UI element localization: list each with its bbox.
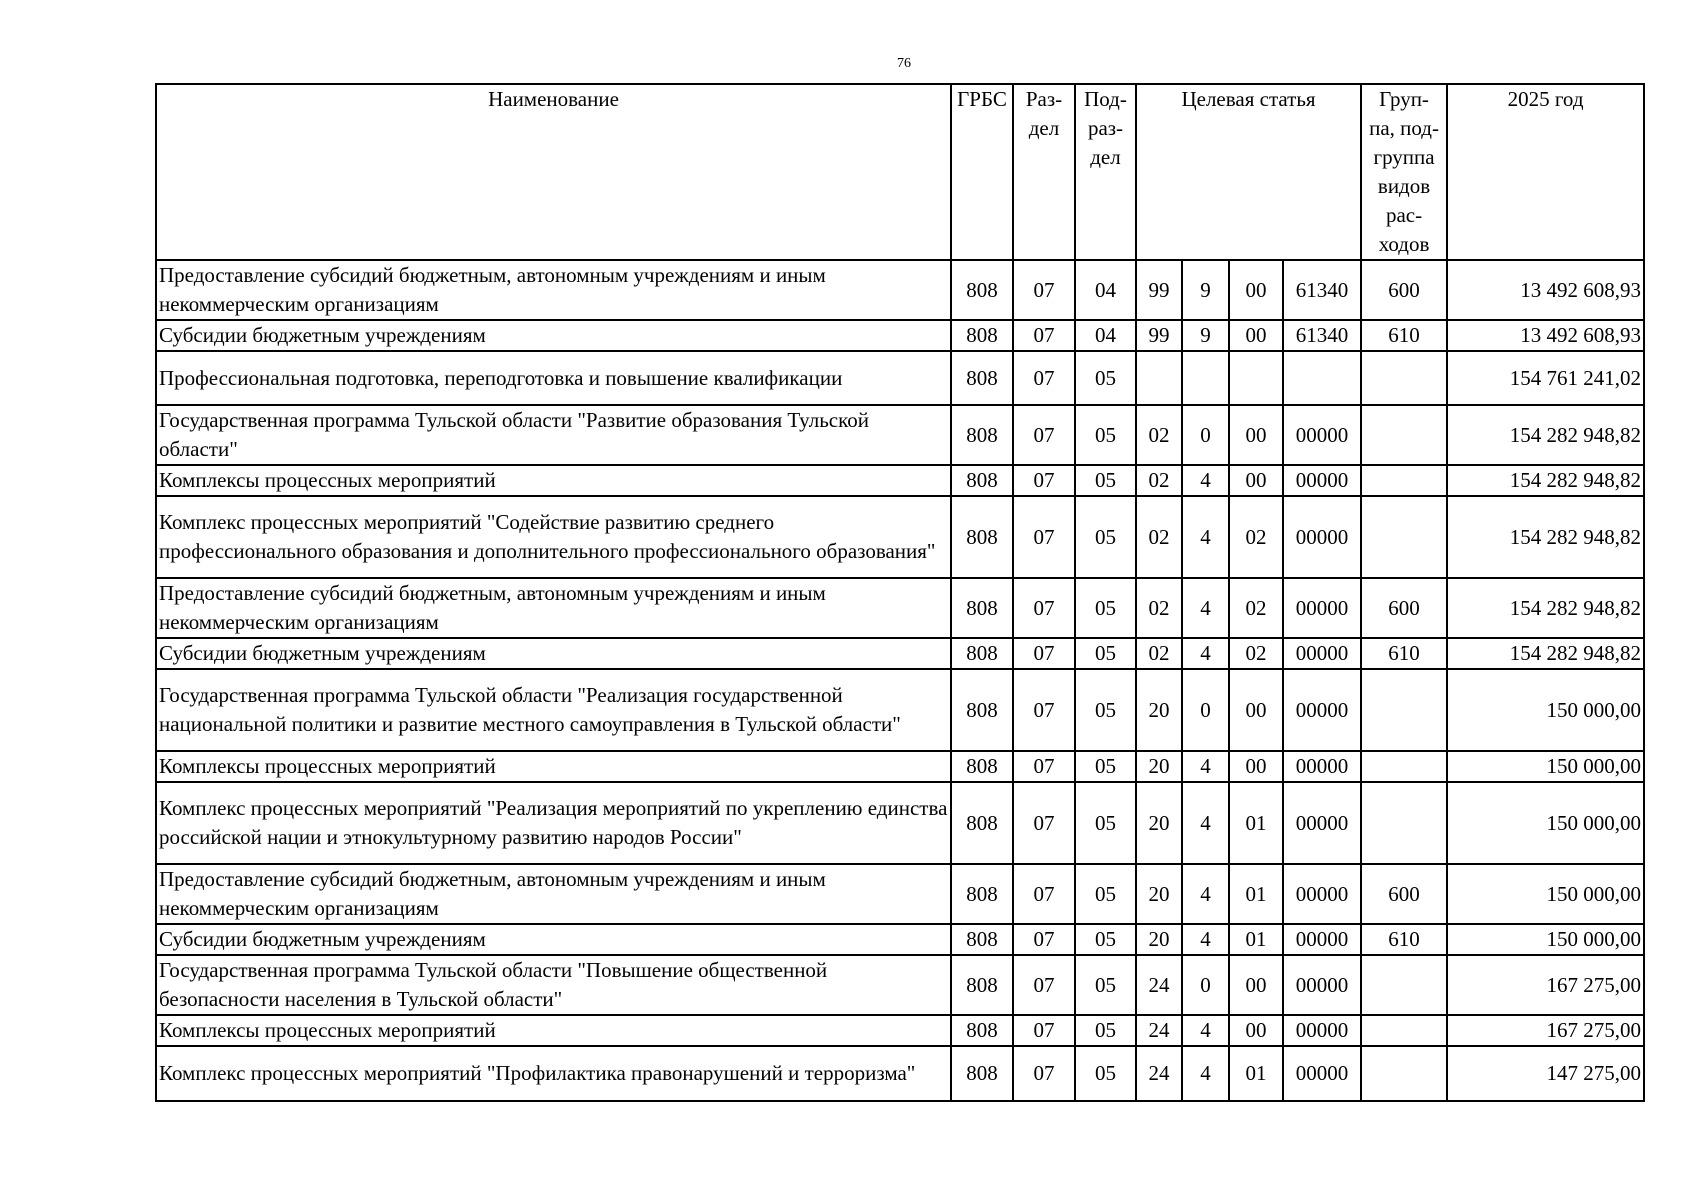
row-target-program: 02 <box>1136 496 1182 578</box>
table-row <box>156 496 1644 578</box>
row-target-type: 4 <box>1182 1046 1229 1101</box>
table-row <box>156 782 1644 864</box>
row-target-program <box>1136 351 1182 405</box>
row-target-type: 4 <box>1182 1015 1229 1046</box>
row-target-direction: 00000 <box>1283 782 1361 864</box>
row-razdel: 07 <box>1013 405 1075 465</box>
row-expense-group <box>1361 351 1447 405</box>
row-target-subprogram: 02 <box>1229 578 1283 638</box>
row-target-subprogram: 00 <box>1229 955 1283 1015</box>
header-razdel: Раз- дел <box>1013 84 1075 260</box>
row-expense-group <box>1361 751 1447 782</box>
table-row <box>156 638 1644 669</box>
row-podrazdel: 05 <box>1075 496 1136 578</box>
table-row <box>156 351 1644 405</box>
row-razdel: 07 <box>1013 864 1075 924</box>
table-row <box>156 578 1644 638</box>
row-amount: 154 282 948,82 <box>1447 496 1644 578</box>
row-target-type: 0 <box>1182 669 1229 751</box>
row-target-type: 9 <box>1182 320 1229 351</box>
table-row <box>156 669 1644 751</box>
row-podrazdel: 05 <box>1075 638 1136 669</box>
header-row <box>156 84 1644 260</box>
row-target-subprogram: 01 <box>1229 782 1283 864</box>
row-target-direction: 00000 <box>1283 638 1361 669</box>
row-podrazdel: 05 <box>1075 1015 1136 1046</box>
row-target-subprogram: 00 <box>1229 260 1283 320</box>
row-amount: 154 282 948,82 <box>1447 578 1644 638</box>
row-target-program: 24 <box>1136 1046 1182 1101</box>
row-grbs: 808 <box>951 1046 1013 1101</box>
row-amount: 150 000,00 <box>1447 782 1644 864</box>
row-expense-group <box>1361 955 1447 1015</box>
row-razdel: 07 <box>1013 782 1075 864</box>
row-amount: 13 492 608,93 <box>1447 320 1644 351</box>
row-amount: 150 000,00 <box>1447 924 1644 955</box>
row-razdel: 07 <box>1013 320 1075 351</box>
row-razdel: 07 <box>1013 669 1075 751</box>
row-podrazdel: 04 <box>1075 320 1136 351</box>
row-target-direction: 00000 <box>1283 864 1361 924</box>
row-expense-group <box>1361 405 1447 465</box>
row-expense-group: 600 <box>1361 578 1447 638</box>
row-expense-group <box>1361 669 1447 751</box>
row-podrazdel: 05 <box>1075 351 1136 405</box>
row-target-subprogram: 01 <box>1229 1046 1283 1101</box>
row-amount: 147 275,00 <box>1447 1046 1644 1101</box>
row-grbs: 808 <box>951 782 1013 864</box>
row-amount: 167 275,00 <box>1447 955 1644 1015</box>
row-razdel: 07 <box>1013 1046 1075 1101</box>
row-amount: 154 282 948,82 <box>1447 465 1644 496</box>
row-target-direction: 00000 <box>1283 751 1361 782</box>
header-grbs: ГРБС <box>951 84 1013 260</box>
row-target-direction: 00000 <box>1283 955 1361 1015</box>
row-name: Государственная программа Тульской области "Реализация государственной национальной политики и развитие местного самоуправления в Тульской области" <box>156 669 951 751</box>
row-grbs: 808 <box>951 864 1013 924</box>
row-target-program: 02 <box>1136 638 1182 669</box>
table-row <box>156 864 1644 924</box>
row-target-direction: 00000 <box>1283 924 1361 955</box>
row-razdel: 07 <box>1013 1015 1075 1046</box>
table-row <box>156 260 1644 320</box>
header-year-2025: 2025 год <box>1447 84 1644 260</box>
row-name: Предоставление субсидий бюджетным, автономным учреждениям и иным некоммерческим организациям <box>156 864 951 924</box>
table-row <box>156 751 1644 782</box>
row-grbs: 808 <box>951 638 1013 669</box>
row-expense-group <box>1361 1046 1447 1101</box>
row-target-program: 24 <box>1136 955 1182 1015</box>
row-expense-group: 610 <box>1361 320 1447 351</box>
row-razdel: 07 <box>1013 955 1075 1015</box>
row-podrazdel: 05 <box>1075 924 1136 955</box>
row-target-subprogram: 00 <box>1229 751 1283 782</box>
row-amount: 150 000,00 <box>1447 751 1644 782</box>
row-target-program: 20 <box>1136 864 1182 924</box>
row-target-program: 20 <box>1136 751 1182 782</box>
row-target-subprogram: 00 <box>1229 320 1283 351</box>
table-row <box>156 955 1644 1015</box>
row-podrazdel: 05 <box>1075 955 1136 1015</box>
row-razdel: 07 <box>1013 751 1075 782</box>
row-amount: 150 000,00 <box>1447 669 1644 751</box>
row-target-program: 20 <box>1136 924 1182 955</box>
row-target-type: 4 <box>1182 638 1229 669</box>
table-body <box>156 260 1644 1101</box>
row-amount: 154 282 948,82 <box>1447 405 1644 465</box>
row-target-type: 4 <box>1182 924 1229 955</box>
row-target-direction: 61340 <box>1283 320 1361 351</box>
row-target-type <box>1182 351 1229 405</box>
row-target-type: 4 <box>1182 782 1229 864</box>
row-target-direction: 00000 <box>1283 465 1361 496</box>
row-target-subprogram: 00 <box>1229 1015 1283 1046</box>
row-target-program: 20 <box>1136 782 1182 864</box>
row-target-program: 99 <box>1136 260 1182 320</box>
header-target-article: Целевая статья <box>1136 84 1361 260</box>
row-grbs: 808 <box>951 405 1013 465</box>
row-name: Комплексы процессных мероприятий <box>156 751 951 782</box>
row-target-subprogram <box>1229 351 1283 405</box>
row-podrazdel: 05 <box>1075 465 1136 496</box>
row-target-direction: 00000 <box>1283 669 1361 751</box>
row-amount: 154 282 948,82 <box>1447 638 1644 669</box>
row-name: Субсидии бюджетным учреждениям <box>156 638 951 669</box>
row-name: Комплексы процессных мероприятий <box>156 1015 951 1046</box>
row-podrazdel: 05 <box>1075 669 1136 751</box>
row-name: Государственная программа Тульской области "Развитие образования Тульской области" <box>156 405 951 465</box>
row-grbs: 808 <box>951 955 1013 1015</box>
row-target-program: 02 <box>1136 405 1182 465</box>
row-target-type: 0 <box>1182 955 1229 1015</box>
row-target-type: 4 <box>1182 496 1229 578</box>
row-grbs: 808 <box>951 320 1013 351</box>
row-grbs: 808 <box>951 351 1013 405</box>
table-row <box>156 924 1644 955</box>
row-razdel: 07 <box>1013 351 1075 405</box>
row-target-direction: 00000 <box>1283 405 1361 465</box>
row-target-type: 4 <box>1182 465 1229 496</box>
row-target-direction: 00000 <box>1283 578 1361 638</box>
table-row <box>156 320 1644 351</box>
row-target-subprogram: 00 <box>1229 669 1283 751</box>
row-name: Комплекс процессных мероприятий "Реализация мероприятий по укреплению единства российской нации и этнокультурному развитию народов России" <box>156 782 951 864</box>
row-name: Предоставление субсидий бюджетным, автономным учреждениям и иным некоммерческим организациям <box>156 260 951 320</box>
row-podrazdel: 05 <box>1075 405 1136 465</box>
row-razdel: 07 <box>1013 260 1075 320</box>
row-grbs: 808 <box>951 669 1013 751</box>
row-razdel: 07 <box>1013 924 1075 955</box>
row-razdel: 07 <box>1013 496 1075 578</box>
header-name: Наименование <box>156 84 951 260</box>
table-row <box>156 405 1644 465</box>
row-razdel: 07 <box>1013 578 1075 638</box>
row-razdel: 07 <box>1013 638 1075 669</box>
row-name: Предоставление субсидий бюджетным, автономным учреждениям и иным некоммерческим организациям <box>156 578 951 638</box>
row-target-subprogram: 02 <box>1229 496 1283 578</box>
row-expense-group: 610 <box>1361 924 1447 955</box>
row-target-type: 0 <box>1182 405 1229 465</box>
row-name: Комплекс процессных мероприятий "Профилактика правонарушений и терроризма" <box>156 1046 951 1101</box>
row-expense-group: 600 <box>1361 864 1447 924</box>
row-grbs: 808 <box>951 578 1013 638</box>
row-expense-group <box>1361 1015 1447 1046</box>
row-podrazdel: 05 <box>1075 1046 1136 1101</box>
row-expense-group <box>1361 496 1447 578</box>
row-grbs: 808 <box>951 924 1013 955</box>
row-name: Субсидии бюджетным учреждениям <box>156 320 951 351</box>
row-target-type: 9 <box>1182 260 1229 320</box>
row-podrazdel: 05 <box>1075 578 1136 638</box>
row-grbs: 808 <box>951 751 1013 782</box>
row-target-program: 24 <box>1136 1015 1182 1046</box>
row-expense-group <box>1361 782 1447 864</box>
row-amount: 154 761 241,02 <box>1447 351 1644 405</box>
row-target-program: 02 <box>1136 465 1182 496</box>
table-row <box>156 1015 1644 1046</box>
row-target-subprogram: 00 <box>1229 465 1283 496</box>
row-expense-group: 600 <box>1361 260 1447 320</box>
row-target-direction: 00000 <box>1283 1046 1361 1101</box>
row-expense-group <box>1361 465 1447 496</box>
header-expense-group: Груп- па, под- группа видов рас- ходов <box>1361 84 1447 260</box>
row-name: Профессиональная подготовка, переподготовка и повышение квалификации <box>156 351 951 405</box>
row-target-direction <box>1283 351 1361 405</box>
row-razdel: 07 <box>1013 465 1075 496</box>
row-name: Государственная программа Тульской области "Повышение общественной безопасности населения в Тульской области" <box>156 955 951 1015</box>
row-target-type: 4 <box>1182 578 1229 638</box>
row-target-type: 4 <box>1182 864 1229 924</box>
row-target-program: 99 <box>1136 320 1182 351</box>
row-amount: 167 275,00 <box>1447 1015 1644 1046</box>
row-target-type: 4 <box>1182 751 1229 782</box>
row-grbs: 808 <box>951 465 1013 496</box>
table-row <box>156 1046 1644 1101</box>
row-target-direction: 00000 <box>1283 1015 1361 1046</box>
row-amount: 150 000,00 <box>1447 864 1644 924</box>
row-target-subprogram: 01 <box>1229 864 1283 924</box>
row-target-direction: 61340 <box>1283 260 1361 320</box>
row-podrazdel: 05 <box>1075 751 1136 782</box>
row-target-subprogram: 02 <box>1229 638 1283 669</box>
row-amount: 13 492 608,93 <box>1447 260 1644 320</box>
row-expense-group: 610 <box>1361 638 1447 669</box>
row-target-direction: 00000 <box>1283 496 1361 578</box>
row-name: Комплекс процессных мероприятий "Содействие развитию среднего профессионального образования и дополнительного профессионального образования" <box>156 496 951 578</box>
budget-table <box>155 83 1645 1102</box>
row-grbs: 808 <box>951 496 1013 578</box>
page-number: 76 <box>897 56 911 71</box>
row-target-subprogram: 01 <box>1229 924 1283 955</box>
row-podrazdel: 05 <box>1075 864 1136 924</box>
row-grbs: 808 <box>951 1015 1013 1046</box>
row-name: Субсидии бюджетным учреждениям <box>156 924 951 955</box>
row-target-program: 02 <box>1136 578 1182 638</box>
table-row <box>156 465 1644 496</box>
header-podrazdel: Под- раз- дел <box>1075 84 1136 260</box>
row-name: Комплексы процессных мероприятий <box>156 465 951 496</box>
row-podrazdel: 04 <box>1075 260 1136 320</box>
row-grbs: 808 <box>951 260 1013 320</box>
row-podrazdel: 05 <box>1075 782 1136 864</box>
row-target-subprogram: 00 <box>1229 405 1283 465</box>
row-target-program: 20 <box>1136 669 1182 751</box>
